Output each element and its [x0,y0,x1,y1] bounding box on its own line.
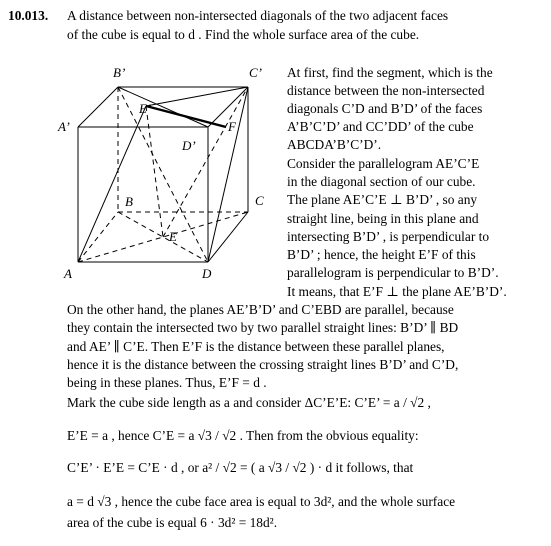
hidden-edge-A-B [78,212,118,262]
text-line: B’D’ ; hence, the height E’F of this [287,247,476,262]
text-line: hence it is the distance between the crossing straight lines B’D’ and C’D, [67,357,459,372]
line-D-C-prime [208,87,248,262]
text-line: E’E = a , hence C’E = a √3 / √2 . Then from the obvious equality: [67,428,419,443]
text-line: It means, that E’F ⊥ the plane AE’B’D’. [287,284,507,299]
text-line: A’B’C’D’ and CC’DD’ of the cube [287,119,474,134]
label-D-prime: D’ [182,138,196,153]
label-A: A [64,266,72,281]
label-E: E [169,229,177,244]
text-line: distance between the non-intersected [287,83,485,98]
statement-line-1: A distance between non-intersected diagonals of the two adjacent faces [67,8,449,23]
label-A-prime: A’ [58,119,70,134]
text-line: a = d √3 , hence the cube face area is equal to 3d², and the whole surface [67,494,456,509]
line-B-prime-D-prime [118,87,208,127]
segment-E-prime-F [146,106,226,127]
text-line: they contain the intersected two by two parallel straight lines: B’D’ ∥ BD [67,320,459,335]
line-A-E-prime [78,106,146,262]
problem-number: 10.013. [8,8,49,23]
text-line: in the diagonal section of our cube. [287,174,476,189]
text-line: being in these planes. Thus, E’F = d . [67,375,267,390]
line-E-prime-C-prime [146,87,248,106]
label-B: B [125,194,133,209]
statement-line-2: of the cube is equal to d . Find the whole surface area of the cube. [67,27,420,42]
label-F: F [228,119,236,134]
text-line: ABCDA’B’C’D’. [287,137,382,152]
text-line: area of the cube is equal 6 · 3d² = 18d². [67,515,278,530]
text-line: diagonals C’D and B’D’ of the faces [287,101,483,116]
text-line: C’E’ · E’E = C’E · d , or a² / √2 = ( a √3 / √2 ) · d it follows, that [67,460,414,475]
text-line: Mark the cube side length as a and consider ΔC’E’E: C’E’ = a / √2 , [67,395,431,410]
text-line: On the other hand, the planes AE’B’D’ and C’EBD are parallel, because [67,302,454,317]
text-line: straight line, being in this plane and [287,211,479,226]
label-D: D [202,266,212,281]
text-line: Consider the parallelogram AE’C’E [287,156,480,171]
text-line: and AE’ ∥ C’E. Then E’F is the distance between these parallel planes, [67,339,445,354]
label-C-prime: C’ [249,65,262,80]
label-B-prime: B’ [113,65,126,80]
hidden-line-E-prime-E [146,106,163,237]
text-line: The plane AE’C’E ⊥ B’D’ , so any [287,192,478,207]
label-E-prime: E’ [139,101,152,116]
label-C: C [255,193,264,208]
text-line: intersecting B’D’ , is perpendicular to [287,229,490,244]
text-line: parallelogram is perpendicular to B’D’. [287,265,499,280]
text-line: At first, find the segment, which is the [287,65,493,80]
edge-A-prime-B-prime [78,87,118,127]
hidden-line-E-C-prime [163,87,248,237]
